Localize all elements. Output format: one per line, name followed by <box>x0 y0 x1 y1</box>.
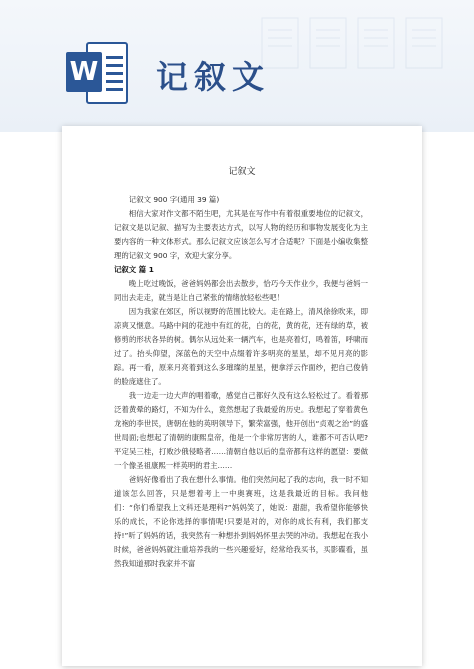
document-title: 记叙文 <box>228 167 256 177</box>
body-paragraph: 因为我家在郊区，所以视野的范围比较大。走在路上，清风徐徐吹来，即凉爽又惬意。马路中间的花池中有红的花，白的花，黄的花，还有绿的草，被修剪的形状各异的树。偶尔从远处来一辆汽车，也是亮着灯，鸣着笛，呼啸而过了。抬头仰望，深蓝色的天空中点缀着许多明亮的星星，却不见月亮的影踪。再一看，原来月亮着到这么多璀璨的星星，便拿浮云作面纱，把自己俊俏的脸庞遮住了。 <box>114 307 368 386</box>
body-paragraph: 晚上吃过晚饭，爸爸妈妈都会出去散步，恰巧今天作业少，我便与爸妈一同出去走走，就当是让自己紧张的情绪放轻松些吧！ <box>114 279 368 302</box>
word-document-icon <box>66 42 130 104</box>
document-body <box>62 193 422 571</box>
header-banner <box>0 0 474 132</box>
document-subtitle: 记叙文 900 字(通用 39 篇) <box>128 195 220 204</box>
section-heading: 记叙文 篇 1 <box>114 265 154 274</box>
intro-paragraph: 相信大家对作文都不陌生吧，尤其是在写作中有着很重要地位的记叙文，记叙文是以记叙、描写为主要表达方式，以写人物的经历和事物发展变化为主要内容的一种文体形式。那么记叙文应该怎么写才合适呢？下面是小编收集整理的记叙文 900 字，欢迎大家分享。 <box>114 209 368 260</box>
word-letter-badge: W <box>66 52 102 92</box>
body-paragraph: 爸妈好像看出了我在想什么事情。他们突然问起了我的志向，我一时不知道该怎么回答，只是想着考上一中奥赛班，这是我最近的目标。我问他们：“你们希望我上文科还是理科?”妈妈笑了，她说：甜甜，我希望你能够快乐的成长，不论你选择的事情呢!只要是对的，对你的成长有利，我们都支持!”听了妈妈的话，我突然有一种想扑到妈妈怀里去哭的冲动。我想起在我小时候，爸爸妈妈就注重培养我的一些兴趣爱好，经常给我买书，买影碟看，虽然我知道那时我家并不富 <box>114 475 368 568</box>
document-page <box>62 126 422 666</box>
banner-title: 记叙文 <box>156 58 271 96</box>
body-paragraph: 我一边走一边大声的唱着歌，感觉自己都好久没有这么轻松过了。看着那泛着黄晕的路灯，不知为什么，竟然想起了我最爱的历史。我想起了穿着黄色龙袍的李世民，唐朝在他的英明领导下，繁荣富强，他开创出“贞观之治”的盛世局面;也想起了清朝的康熙皇帝，他是一个非常厉害的人，谁都不可否认吧?平定吴三桂，打败沙俄侵略者……清朝自他以后的皇帝都有这样的愿望：要做一个像圣祖康熙一样英明的君主…… <box>114 391 368 470</box>
watermark-graphic <box>256 10 466 80</box>
